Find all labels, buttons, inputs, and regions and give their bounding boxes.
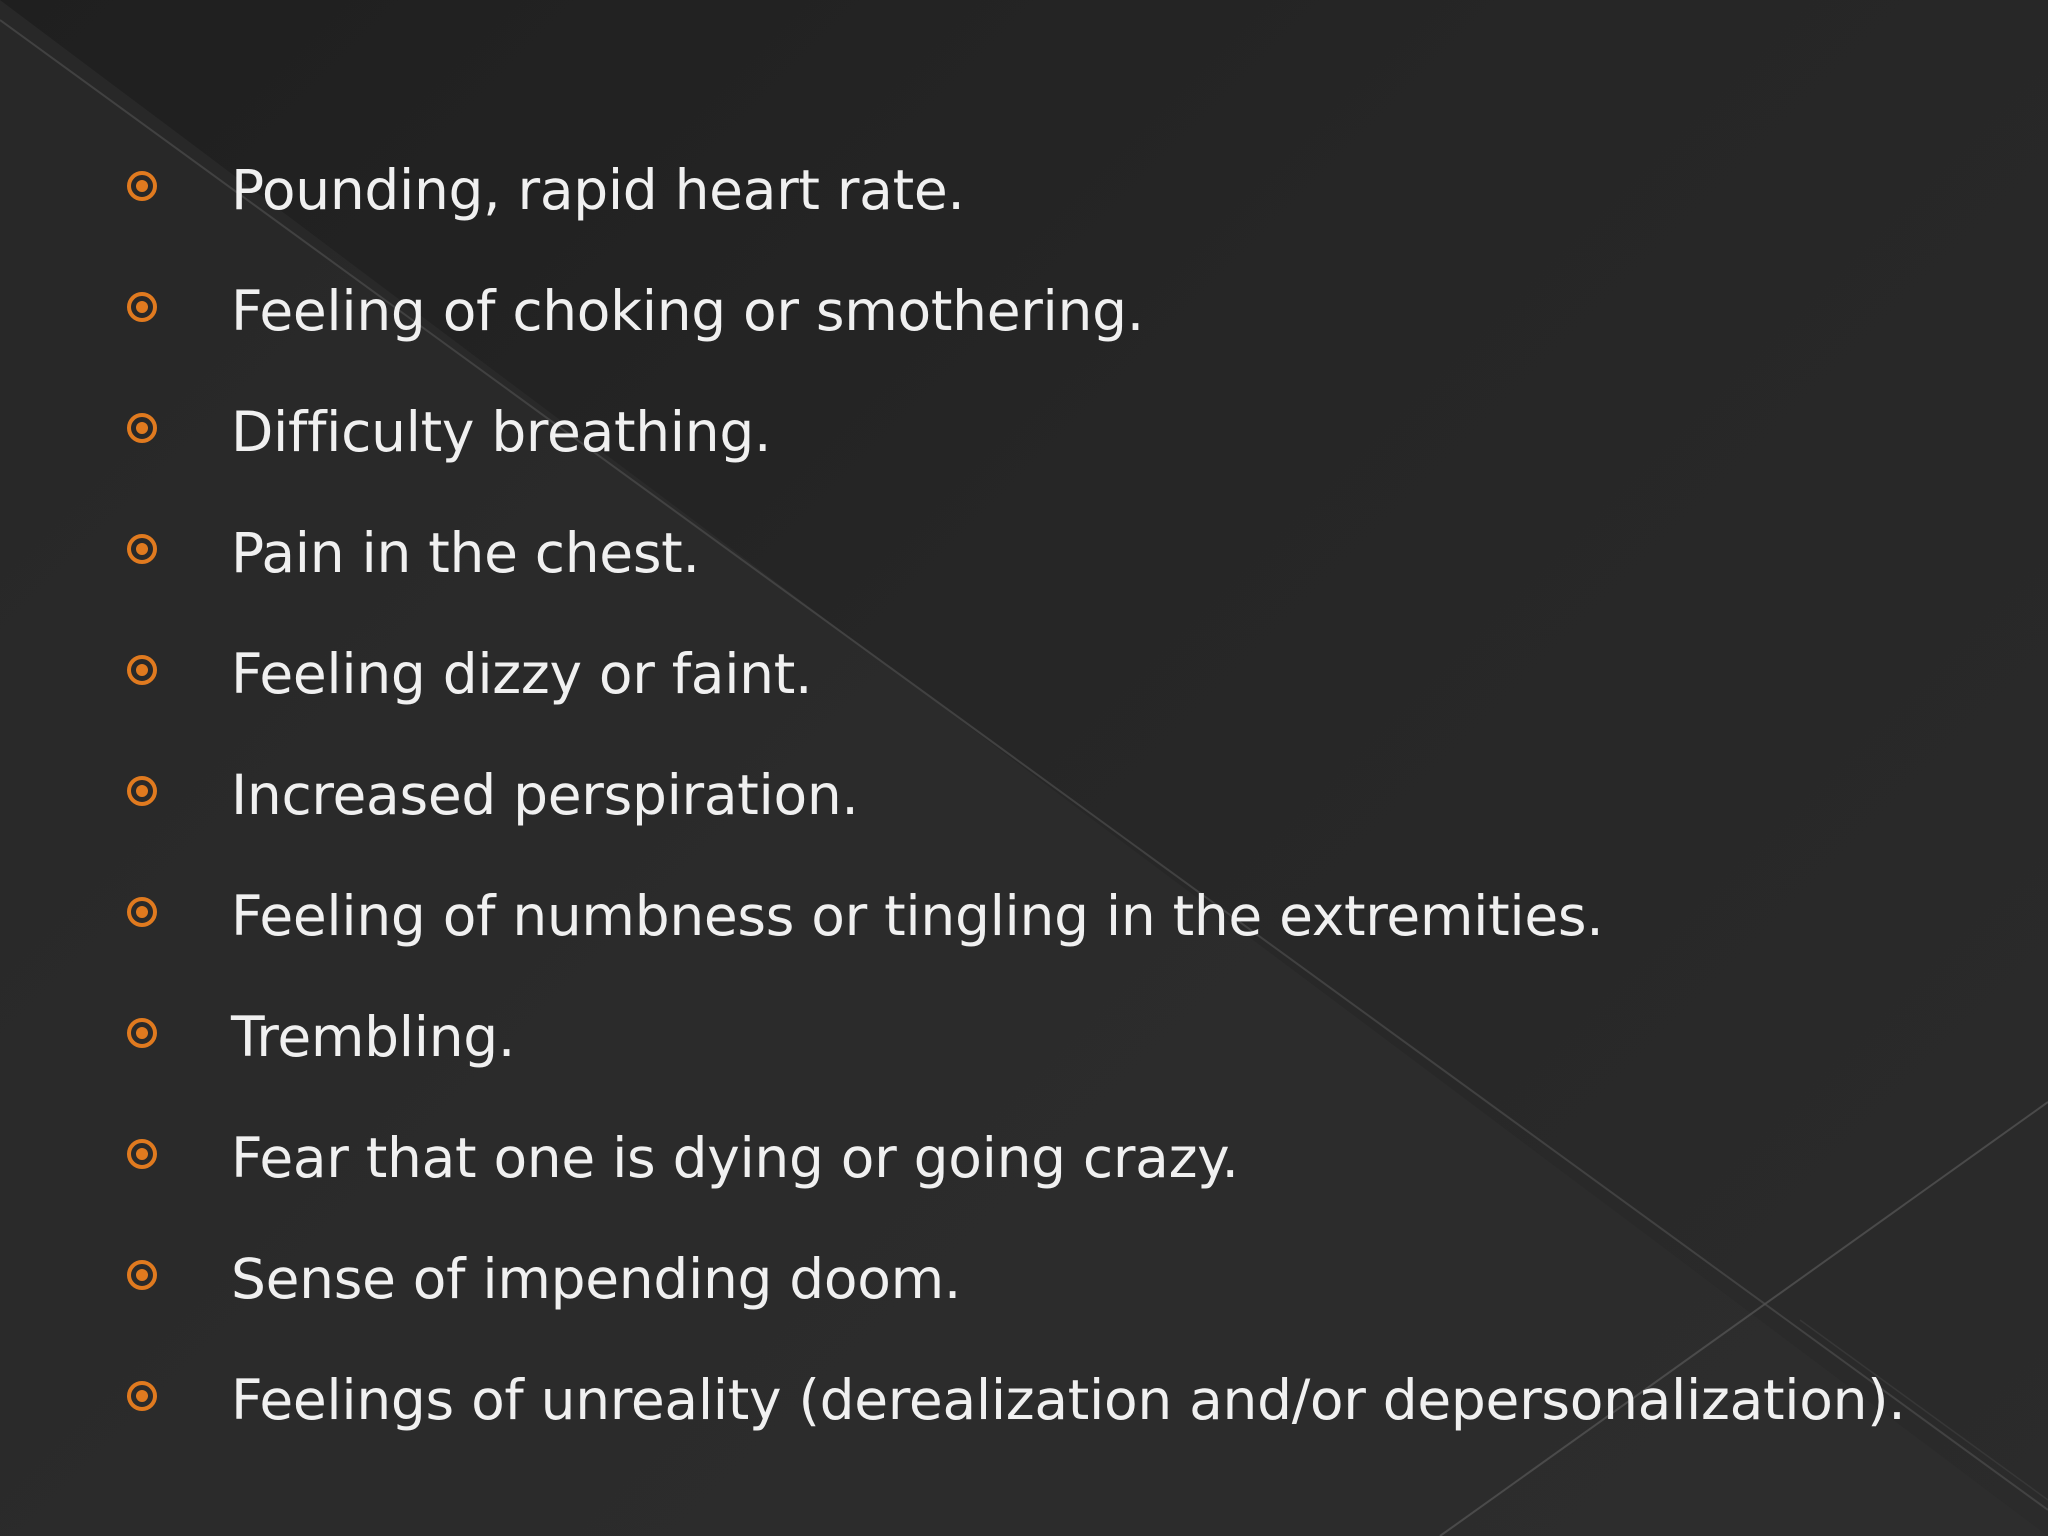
list-item — [120, 503, 1905, 624]
list-item — [120, 382, 1905, 503]
circle-dot-bullet-icon — [120, 1374, 172, 1426]
circle-dot-bullet-icon — [120, 769, 172, 821]
list-item — [120, 866, 1905, 987]
list-item — [120, 261, 1905, 382]
list-item-text: Feeling dizzy or faint. — [231, 642, 813, 706]
list-item — [120, 745, 1905, 866]
list-item-text: Pounding, rapid heart rate. — [231, 158, 965, 222]
list-item-text: Feeling of numbness or tingling in the extremities. — [231, 884, 1604, 948]
circle-dot-bullet-icon — [120, 164, 172, 216]
circle-dot-bullet-icon — [120, 527, 172, 579]
list-item-text: Fear that one is dying or going crazy. — [231, 1126, 1239, 1190]
list-item-text: Trembling. — [231, 1005, 516, 1069]
symptom-list — [120, 140, 1905, 1471]
circle-dot-bullet-icon — [120, 648, 172, 700]
list-item — [120, 1229, 1905, 1350]
circle-dot-bullet-icon — [120, 406, 172, 458]
list-item-text: Difficulty breathing. — [231, 400, 772, 464]
list-item — [120, 140, 1905, 261]
circle-dot-bullet-icon — [120, 1011, 172, 1063]
circle-dot-bullet-icon — [120, 285, 172, 337]
list-item-text: Increased perspiration. — [231, 763, 859, 827]
list-item — [120, 987, 1905, 1108]
list-item-text: Feelings of unreality (derealization and/or depersonalization). — [231, 1368, 1906, 1432]
circle-dot-bullet-icon — [120, 1132, 172, 1184]
list-item — [120, 1108, 1905, 1229]
circle-dot-bullet-icon — [120, 890, 172, 942]
list-item-text: Feeling of choking or smothering. — [231, 279, 1144, 343]
list-item-text: Sense of impending doom. — [231, 1247, 962, 1311]
list-item — [120, 1350, 1905, 1471]
circle-dot-bullet-icon — [120, 1253, 172, 1305]
list-item — [120, 624, 1905, 745]
list-item-text: Pain in the chest. — [231, 521, 700, 585]
